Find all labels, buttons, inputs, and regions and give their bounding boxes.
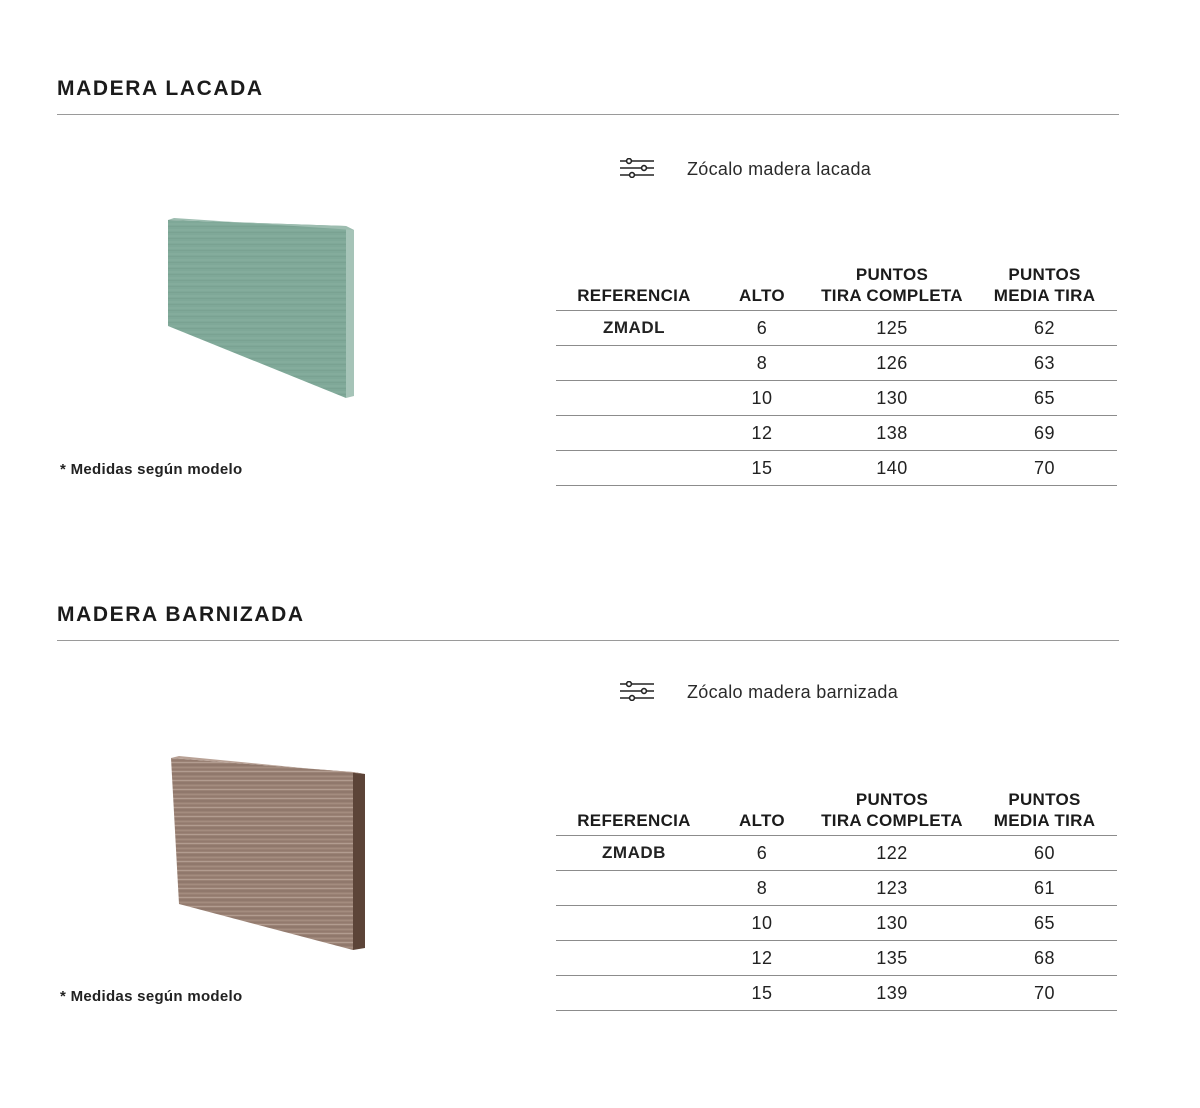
cell-media-tira: 68 [972,941,1117,976]
header-media-tira: PUNTOS MEDIA TIRA [972,782,1117,836]
section-divider [57,114,1119,115]
points-table [556,257,1117,486]
product-image-barnizada [165,752,375,954]
measurement-note: * Medidas según modelo [60,461,243,478]
cell-tira-completa: 126 [812,346,972,381]
cell-tira-completa: 125 [812,311,972,346]
header-alto: ALTO [712,782,812,836]
cell-tira-completa: 122 [812,836,972,871]
sliders-icon [619,681,655,701]
cell-alto: 12 [712,941,812,976]
cell-alto: 10 [712,906,812,941]
points-table [556,782,1117,1011]
product-subtitle: Zócalo madera barnizada [687,682,899,702]
cell-media-tira: 62 [972,311,1117,346]
cell-media-tira: 70 [972,976,1117,1011]
cell-tira-completa: 135 [812,941,972,976]
table-row [556,346,1117,381]
cell-referencia [556,871,712,906]
table-row [556,976,1117,1011]
section-title: MADERA LACADA [57,77,264,100]
cell-alto: 6 [712,311,812,346]
measurement-note: * Medidas según modelo [60,988,243,1005]
table-row [556,451,1117,486]
section-title: MADERA BARNIZADA [57,603,305,626]
cell-alto: 15 [712,451,812,486]
cell-alto: 15 [712,976,812,1011]
cell-media-tira: 63 [972,346,1117,381]
cell-tira-completa: 130 [812,906,972,941]
product-subtitle: Zócalo madera lacada [687,159,872,179]
table-row [556,311,1117,346]
product-image-lacada [160,216,360,402]
cell-media-tira: 65 [972,381,1117,416]
cell-media-tira: 69 [972,416,1117,451]
table-row [556,871,1117,906]
sliders-icon [619,158,655,178]
cell-media-tira: 61 [972,871,1117,906]
table-header-row [556,782,1117,836]
section-madera-barnizada [0,526,1200,1046]
cell-tira-completa: 138 [812,416,972,451]
cell-tira-completa: 139 [812,976,972,1011]
cell-referencia: ZMADL [556,311,712,346]
cell-referencia: ZMADB [556,836,712,871]
cell-referencia [556,346,712,381]
cell-referencia [556,941,712,976]
table-row [556,381,1117,416]
cell-alto: 8 [712,346,812,381]
table-row [556,906,1117,941]
cell-referencia [556,976,712,1011]
header-referencia: REFERENCIA [556,257,712,311]
cell-alto: 12 [712,416,812,451]
section-madera-lacada [0,0,1200,520]
header-media-tira: PUNTOS MEDIA TIRA [972,257,1117,311]
header-referencia: REFERENCIA [556,782,712,836]
table-row [556,416,1117,451]
cell-alto: 10 [712,381,812,416]
section-divider [57,640,1119,641]
cell-media-tira: 65 [972,906,1117,941]
cell-tira-completa: 130 [812,381,972,416]
cell-referencia [556,906,712,941]
cell-tira-completa: 140 [812,451,972,486]
header-tira-completa: PUNTOS TIRA COMPLETA [812,782,972,836]
table-row [556,941,1117,976]
cell-alto: 6 [712,836,812,871]
cell-media-tira: 60 [972,836,1117,871]
header-tira-completa: PUNTOS TIRA COMPLETA [812,257,972,311]
cell-referencia [556,451,712,486]
cell-alto: 8 [712,871,812,906]
table-header-row [556,257,1117,311]
cell-media-tira: 70 [972,451,1117,486]
header-alto: ALTO [712,257,812,311]
cell-referencia [556,416,712,451]
cell-referencia [556,381,712,416]
cell-tira-completa: 123 [812,871,972,906]
table-row [556,836,1117,871]
